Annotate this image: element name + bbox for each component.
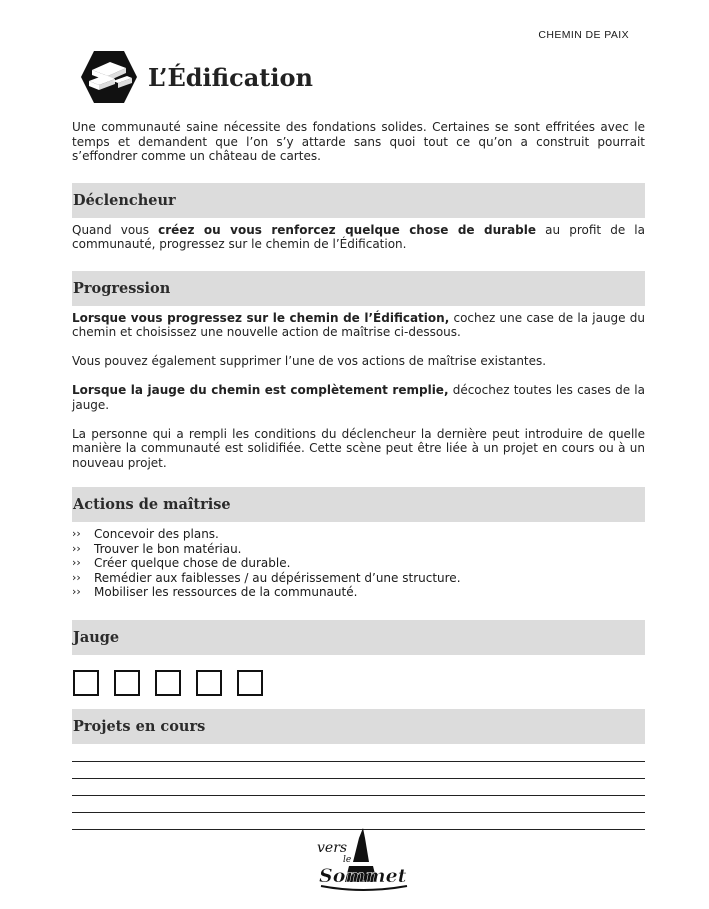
gauge-checkbox[interactable] (237, 670, 263, 696)
section-heading-progression: Progression (72, 271, 645, 306)
project-write-line[interactable] (72, 778, 645, 779)
list-item: ›› Trouver le bon matériau. (72, 541, 242, 556)
progression-paragraph-4: La personne qui a rempli les conditions du déclencheur la dernière peut introduire de quelle manière la communauté est solidifiée. Cette scène peut être liée à un projet en cours ou à un nouveau projet. (72, 426, 645, 470)
list-item: ›› Mobiliser les ressources de la communauté. (72, 585, 358, 599)
section-heading-projects: Projets en cours (72, 709, 645, 744)
list-item: ›› Concevoir des plans. (72, 527, 219, 541)
list-item: ›› Remédier aux faiblesses / au dépérissement d’une structure. (72, 570, 461, 585)
logo-text-vers: vers (317, 840, 348, 856)
section-heading-trigger: Déclencheur (72, 183, 645, 218)
title-row (80, 50, 313, 104)
page-title: L’Édification (148, 62, 313, 92)
progression-paragraph-2: Vous pouvez également supprimer l’une de vos actions de maîtrise existantes. (72, 354, 547, 368)
progression-paragraph-3: Lorsque la jauge du chemin est complètement remplie, décochez toutes les cases de la jauge. (72, 383, 645, 412)
gauge-checkbox[interactable] (114, 670, 140, 696)
chevron-bullet-icon: ›› (72, 541, 81, 555)
progression-paragraph-1: Lorsque vous progressez sur le chemin de l’Édification, cochez une case de la jauge du chemin et choisissez une nouvelle action de maîtrise ci-dessous. (72, 310, 645, 339)
gauge-boxes (73, 670, 645, 696)
intro-paragraph: Une communauté saine nécessite des fondations solides. Certaines se sont effritées avec le temps et demandent que l’on s’y attarde sans quoi tout ce qu’on a construit pourrait s’effondrer comme un château de cartes. (72, 120, 645, 163)
chevron-bullet-icon: ›› (72, 527, 81, 540)
trigger-paragraph: Quand vous créez ou vous renforcez quelque chose de durable au profit de la communauté, progressez sur le chemin de l’Édification. (72, 222, 645, 251)
logo-text-le: le (343, 855, 352, 865)
chevron-bullet-icon: ›› (72, 570, 81, 584)
list-item: ›› Créer quelque chose de durable. (72, 556, 291, 570)
gauge-checkbox[interactable] (73, 670, 99, 696)
chapter-tag: CHEMIN DE PAIX (538, 29, 629, 41)
project-write-line[interactable] (72, 761, 645, 762)
building-blocks-icon (80, 50, 138, 104)
project-write-line[interactable] (72, 795, 645, 796)
project-write-line[interactable] (72, 812, 645, 813)
project-lines (72, 761, 645, 830)
document-body (72, 120, 645, 830)
mountain-logo-icon (313, 826, 413, 892)
section-heading-mastery: Actions de maîtrise (72, 487, 645, 522)
mastery-list (72, 527, 645, 600)
logo-text-sommet: Sommet (319, 865, 407, 887)
section-heading-gauge: Jauge (72, 620, 645, 655)
gauge-checkbox[interactable] (196, 670, 222, 696)
chevron-bullet-icon: ›› (72, 556, 81, 569)
gauge-checkbox[interactable] (155, 670, 181, 696)
chevron-bullet-icon: ›› (72, 585, 81, 598)
